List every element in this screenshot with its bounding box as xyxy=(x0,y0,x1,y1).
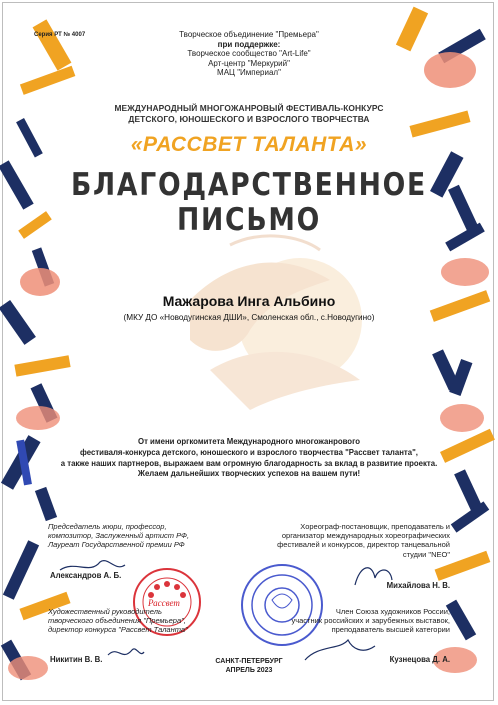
sig-line: участник российских и зарубежных выставок, xyxy=(291,616,450,626)
organizer-line: Творческое объединение "Премьера" xyxy=(179,30,319,39)
organizer-line: МАЦ "Империал" xyxy=(217,68,281,77)
festival-line: ДЕТСКОГО, ЮНОШЕСКОГО И ВЗРОСЛОГО ТВОРЧЕСТВА xyxy=(128,114,370,124)
title-line: ПИСЬМО xyxy=(176,202,322,238)
organizer-line: Арт-центр "Меркурий" xyxy=(208,58,290,68)
message-line: а также наших партнеров, выражаем вам огромную благодарность за вклад в развитие проекта. xyxy=(60,458,438,468)
recipient-name: Мажарова Инга Альбино xyxy=(162,293,336,309)
signatory-title-left-bottom xyxy=(48,607,188,635)
signatory-name-right-bottom: Кузнецова Д. А. xyxy=(389,655,450,664)
sig-line: Член Союза художников России, xyxy=(335,607,450,616)
festival-name: «РАССВЕТ ТАЛАНТА» xyxy=(130,133,368,156)
sig-line: фестивалей и конкурсов, директор танцевальной xyxy=(277,540,450,550)
sig-line: директор конкурса "Рассвет Таланта" xyxy=(48,625,188,635)
city: САНКТ-ПЕТЕРБУРГ xyxy=(215,658,283,665)
signatory-title-right-top xyxy=(277,522,450,559)
support-label: при поддержке: xyxy=(217,39,281,49)
festival-line: МЕЖДУНАРОДНЫЙ МНОГОЖАНРОВЫЙ ФЕСТИВАЛЬ-КОНКУРС xyxy=(114,103,384,113)
stamp-text: Рассвет xyxy=(148,598,180,608)
date: АПРЕЛЬ 2023 xyxy=(225,667,273,674)
sig-line: Председатель жюри, профессор, xyxy=(48,522,167,531)
message-line: фестиваля-конкурса детского, юношеского и взрослого творчества "Рассвет таланта", xyxy=(80,447,418,457)
sig-line: преподаватель высшей категории xyxy=(331,625,450,635)
signatory-name-left-bottom: Никитин В. В. xyxy=(50,655,103,664)
series-number: Серия РТ № 4007 xyxy=(34,32,86,38)
signatory-title-left-top xyxy=(48,522,189,550)
sig-line: Лауреат Государственной премии РФ xyxy=(48,540,185,550)
message-line: Желаем дальнейших творческих успехов на вашем пути! xyxy=(137,469,361,479)
organizer-line: Творческое сообщество "Art-Life" xyxy=(187,49,311,58)
sig-line: композитор, Заслуженный артист РФ, xyxy=(48,531,190,541)
signatory-name-left-top: Александров А. Б. xyxy=(50,571,122,580)
sig-line: студии "NEO" xyxy=(402,549,450,559)
signatory-name-right-top: Михайлова Н. В. xyxy=(386,581,450,590)
sig-line: Хореограф-постановщик, преподаватель и xyxy=(300,522,450,531)
document-title xyxy=(35,168,463,238)
sig-line: творческого объединения "Премьера", xyxy=(48,616,186,626)
signatory-title-right-bottom xyxy=(291,607,450,635)
organizer-block xyxy=(0,30,498,78)
sig-line: Художественный руководитель xyxy=(48,607,162,616)
message-body xyxy=(0,437,498,480)
message-line: От имени оргкомитета Международного многожанрового xyxy=(138,437,360,446)
sig-line: организатор международных хореографических xyxy=(281,531,450,541)
festival-description xyxy=(0,103,498,125)
recipient-organization: (МКУ ДО «Новодугинская ДШИ», Смоленская обл., с.Новодугино) xyxy=(123,313,375,322)
phoenix-watermark xyxy=(190,236,362,410)
title-line: БЛАГОДАРСТВЕННОЕ xyxy=(71,167,427,203)
place-and-date xyxy=(0,657,498,675)
